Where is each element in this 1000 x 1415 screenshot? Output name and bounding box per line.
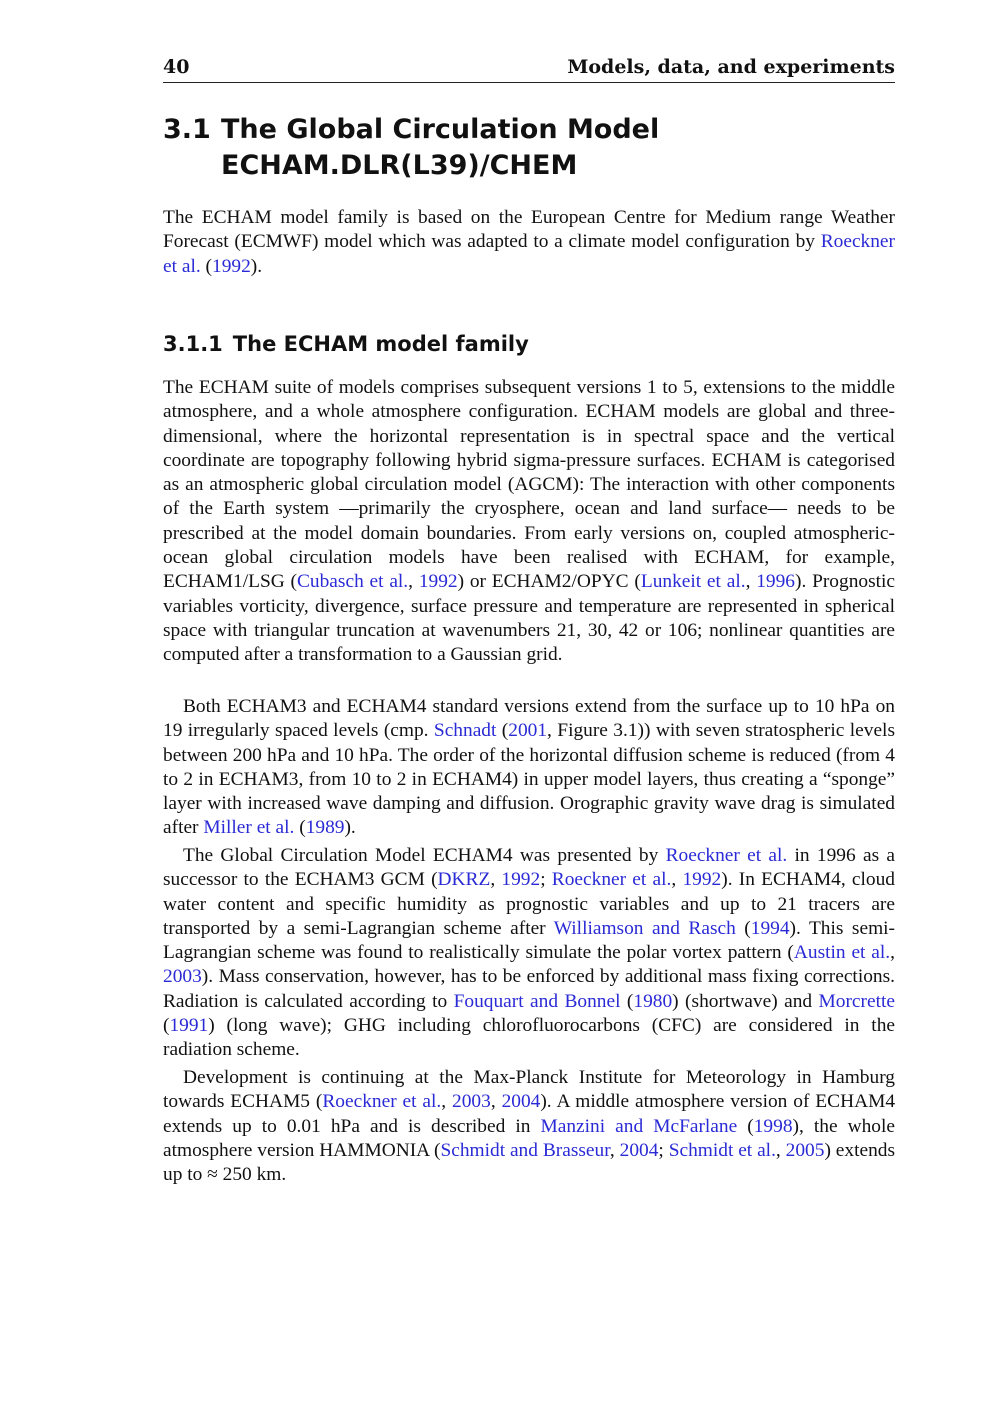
citation-link[interactable]: Miller et al. [203,817,295,839]
text: ( [294,817,306,839]
citation-link[interactable]: Lunkeit et al. [640,571,746,593]
citation-link[interactable]: Roeckner et al. [551,869,672,891]
text: ). [344,817,356,839]
page-number: 40 [163,56,190,78]
citation-link[interactable]: 2003 [163,966,202,988]
citation-link[interactable]: 1989 [305,817,345,839]
citation-link[interactable]: Cubasch et al. [296,571,409,593]
subsection-number: 3.1.1 [163,332,223,356]
citation-link[interactable]: 2001 [508,720,548,742]
text: Development is continuing at the Max-Planck Institute for Meteorology in Hamburg towards ECHAM5 ( [163,1067,895,1113]
text: ( [163,1015,170,1037]
text: ). In ECHAM4, cloud water content and specific humidity as prognostic variables and up to 21 tracers are transported by a semi-Lagrangian scheme after [163,869,895,939]
text: Both ECHAM3 and ECHAM4 standard versions extend from the surface up to 10 hPa on 19 irregularly spaced levels (cmp. [163,696,895,742]
intro-paragraph [163,206,895,279]
section-title-line2: ECHAM.DLR(L39)/CHEM [221,150,578,181]
citation-link[interactable]: 1991 [169,1015,209,1037]
citation-link[interactable]: 1998 [753,1115,793,1137]
text: ( [200,255,212,277]
text: , [441,1091,453,1113]
citation-link[interactable]: Schnadt [433,720,497,742]
citation-link[interactable]: Austin et al. [793,942,891,964]
subsection-title: The ECHAM model family [232,332,529,356]
paragraph-1 [163,376,895,668]
citation-link[interactable]: Manzini and McFarlane [540,1115,738,1137]
text: ) or ECHAM2/OPYC ( [457,571,641,593]
citation-link[interactable]: 2004 [619,1139,659,1161]
text: ( [620,990,634,1012]
text: ) extends up to ≈ 250 km. [163,1139,896,1186]
section-title [221,112,659,184]
citation-link[interactable]: DKRZ [437,869,491,891]
text: ; [540,869,552,891]
text: ( [735,917,751,939]
text: ( [737,1115,754,1137]
citation-link[interactable]: 1992 [682,869,722,891]
text: , [609,1139,620,1161]
text: , [745,571,757,593]
citation-link[interactable]: Williamson and Rasch [553,917,736,939]
paragraph-2 [163,695,895,841]
section-heading [163,112,895,184]
text: , [671,869,683,891]
text: , Figure 3.1)) with seven stratospheric levels between 200 hPa and 10 hPa. The order of the horizontal diffusion scheme is reduced (from 4 to 2 in ECHAM3, from 10 to 2 in ECHAM4) in upper model layers, thus creating a “sponge” layer with increased wave damping and diffusion. Orographic gravity wave drag is simulated after [163,720,895,839]
text: The ECHAM model family is based on the European Centre for Medium range Weather Forecast (ECMWF) model which was adapted to a climate model configuration by [163,207,895,253]
citation-link[interactable]: 1992 [418,571,458,593]
citation-link[interactable]: Roeckner et al. [665,845,788,866]
text: ). Mass conservation, however, has to be enforced by additional mass fixing corrections. Radiation is calculated according to [163,966,895,1012]
text: , [490,869,502,891]
citation-link[interactable]: Morcrette [818,990,895,1012]
text: ). [250,255,263,277]
citation-link[interactable]: Roeckner et al. [163,231,895,277]
text: ). This semi-Lagrangian scheme was found to realistically simulate the polar vortex pattern ( [163,917,895,964]
text: The Global Circulation Model ECHAM4 was presented by [183,845,666,866]
text: ) (long wave); GHG including chlorofluorocarbons (CFC) are considered in the radiation scheme. [163,1015,895,1061]
running-header [163,54,895,83]
text: , [775,1139,786,1161]
text: in 1996 as a successor to the ECHAM3 GCM ( [163,845,895,891]
citation-link[interactable]: Schmidt and Brasseur [440,1139,610,1161]
text: ( [496,720,509,742]
citation-link[interactable]: 2003 [452,1091,491,1113]
citation-link[interactable]: 1980 [633,990,673,1012]
running-title: Models, data, and experiments [567,56,895,78]
paragraph-3 [163,844,895,1063]
section-number: 3.1 [163,114,211,145]
citation-link[interactable]: 2004 [501,1091,541,1113]
text: ). Prognostic variables vorticity, divergence, surface pressure and temperature are represented in spherical space with triangular truncation at wavenumbers 21, 30, 42 or 106; nonlinear quantities are computed after a transformation to a Gaussian grid. [163,571,896,666]
citation-link[interactable]: 2005 [785,1139,825,1161]
text: The ECHAM suite of models comprises subsequent versions 1 to 5, extensions to the middle atmosphere, and a whole atmosphere configuration. ECHAM models are global and three-dimensional, where the horizontal representation is in spectral space and the vertical coordinate are topography following hybrid sigma-pressure surfaces. ECHAM is categorised as an atmospheric global circulation model (AGCM): The interaction with other components of the Earth system —primarily the cryosphere, ocean and land surface— needs to be prescribed at the model domain boundaries. From early versions on, coupled atmospheric-ocean global circulation models have been realised with ECHAM, for example, ECHAM1/LSG ( [163,377,895,593]
paragraph-4 [163,1066,895,1187]
subsection-heading [163,329,895,359]
text: ) (shortwave) and [672,990,819,1012]
citation-link[interactable]: Fouquart and Bonnel [453,990,621,1012]
text: , [890,942,896,964]
text: , [408,571,419,593]
citation-link[interactable]: 1992 [212,255,251,277]
citation-link[interactable]: Schmidt et al. [668,1139,776,1161]
section-title-line1: The Global Circulation Model [221,114,660,145]
text: ; [658,1139,669,1161]
citation-link[interactable]: 1994 [750,917,790,939]
citation-link[interactable]: 1996 [756,571,795,593]
citation-link[interactable]: 1992 [501,869,541,891]
text: ), the whole atmosphere version HAMMONIA ( [163,1115,895,1161]
citation-link[interactable]: Roeckner et al. [322,1091,442,1113]
text: ). A middle atmosphere version of ECHAM4 extends up to 0.01 hPa and is described in [163,1091,896,1137]
text: , [490,1091,502,1113]
